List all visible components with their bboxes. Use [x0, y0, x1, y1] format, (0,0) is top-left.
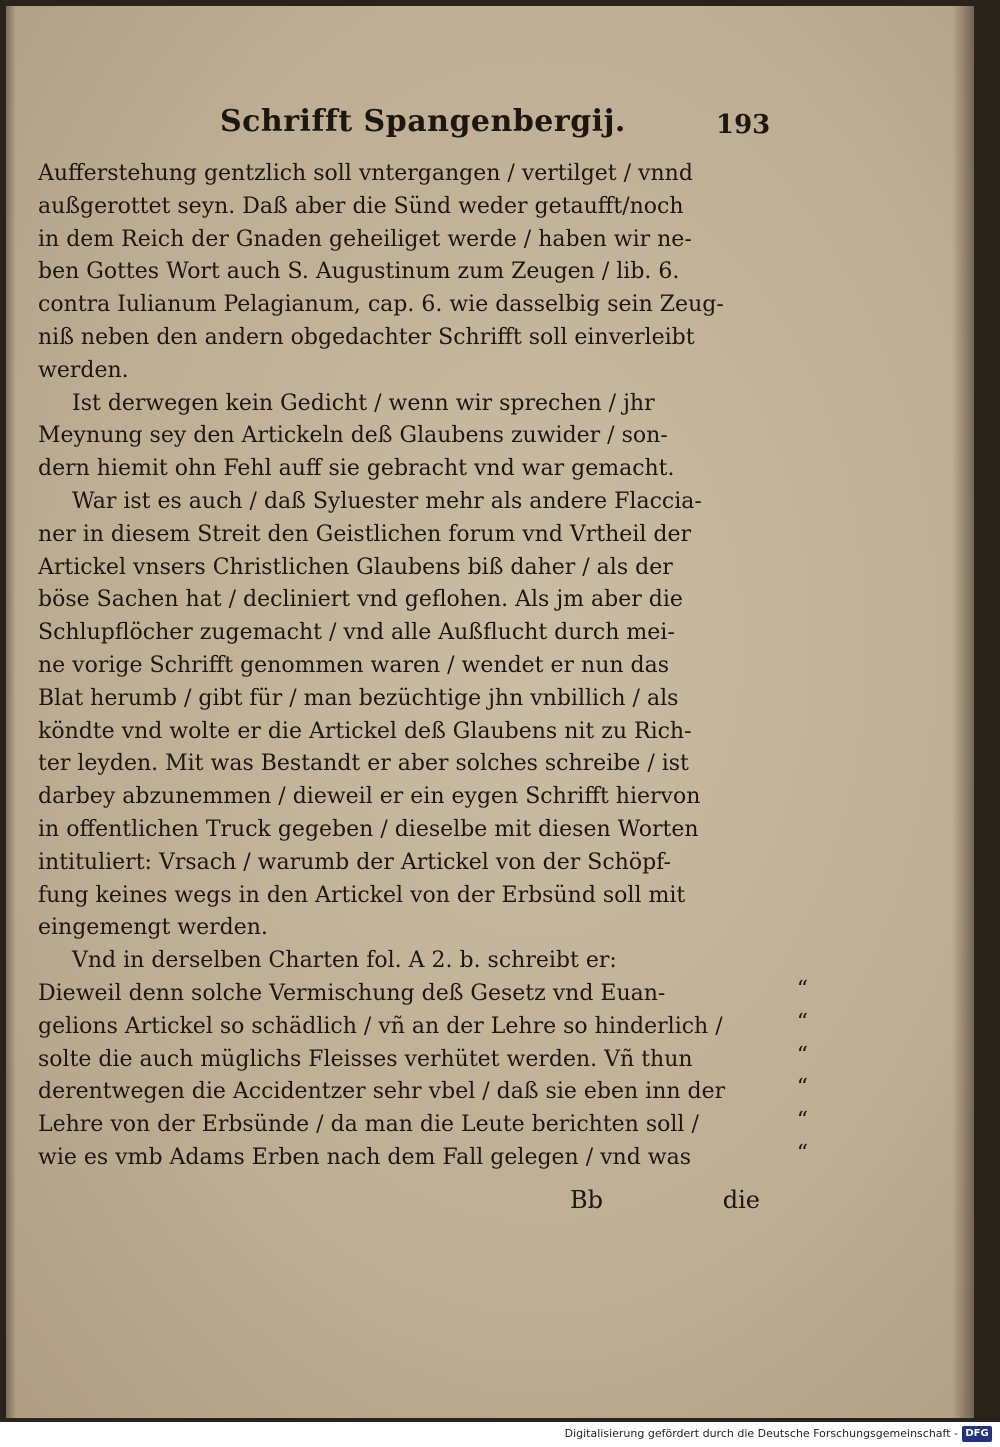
- text-line: [38, 945, 808, 978]
- footer-bar: [0, 1422, 1000, 1447]
- text-line: [38, 388, 808, 421]
- line-text: ne vorige Schrifft genommen waren / wendet er nun das: [38, 652, 670, 678]
- page-number: 193: [716, 110, 771, 140]
- quotation-mark: “: [796, 1043, 808, 1068]
- line-text: Ist derwegen kein Gedicht / wenn wir sprechen / jhr: [72, 390, 655, 416]
- line-text: darbey abzunemmen / dieweil er ein eygen Schrifft hiervon: [38, 784, 701, 810]
- quotation-mark: “: [796, 1141, 808, 1166]
- funding-note: Digitalisierung gefördert durch die Deutsche Forschungsgemeinschaft -: [564, 1427, 958, 1440]
- text-line: [38, 552, 808, 585]
- text-line: [38, 912, 808, 945]
- text-line: [38, 584, 808, 617]
- line-text: Lehre von der Erbsünde / da man die Leute berichten soll /: [38, 1112, 699, 1138]
- text-line: [38, 519, 808, 552]
- text-line: [38, 486, 808, 519]
- line-text: ben Gottes Wort auch S. Augustinum zum Zeugen / lib. 6.: [38, 259, 680, 285]
- line-text: intituliert: Vrsach / warumb der Artickel von der Schöpf-: [38, 849, 671, 875]
- line-text: Artickel vnsers Christlichen Glaubens biß daher / als der: [38, 554, 673, 580]
- text-line: [38, 617, 808, 650]
- text-line: [38, 1076, 808, 1109]
- line-text: Blat herumb / gibt für / man bezüchtige jhn vnbillich / als: [38, 685, 679, 711]
- line-text: böse Sachen hat / decliniert vnd geflohen. Als jm aber die: [38, 587, 683, 613]
- line-text: in dem Reich der Gnaden geheiliget werde / haben wir ne-: [38, 226, 692, 252]
- text-line: [38, 158, 808, 191]
- text-line: [38, 453, 808, 486]
- text-line: [38, 814, 808, 847]
- line-text: fung keines wegs in den Artickel von der Erbsünd soll mit: [38, 882, 686, 908]
- quotation-mark: “: [796, 1010, 808, 1035]
- page-gutter-shadow: [6, 6, 16, 1418]
- text-line: [38, 650, 808, 683]
- text-line: [38, 224, 808, 257]
- text-line: [38, 1011, 808, 1044]
- text-line: [38, 322, 808, 355]
- text-line: [38, 256, 808, 289]
- text-line: [38, 847, 808, 880]
- line-text: Vnd in derselben Charten fol. A 2. b. schreibt er:: [72, 948, 617, 974]
- line-text: werden.: [38, 357, 129, 383]
- line-text: dern hiemit ohn Fehl auff sie gebracht vnd war gemacht.: [38, 456, 675, 482]
- line-text: köndte vnd wolte er die Artickel deß Glaubens nit zu Rich-: [38, 718, 692, 744]
- line-text: in offentlichen Truck gegeben / dieselbe mit diesen Worten: [38, 816, 699, 842]
- line-text: ner in diesem Streit den Geistlichen forum vnd Vrtheil der: [38, 521, 692, 547]
- line-text: Schlupflöcher zugemacht / vnd alle Außflucht durch mei-: [38, 620, 675, 646]
- line-text: außgerottet seyn. Daß aber die Sünd weder getaufft/noch: [38, 193, 684, 219]
- quotation-mark: “: [796, 977, 808, 1002]
- text-line: [38, 880, 808, 913]
- text-line: [38, 716, 808, 749]
- line-text: niß neben den andern obgedachter Schrifft soll einverleibt: [38, 324, 695, 350]
- text-line: [38, 191, 808, 224]
- line-text: derentwegen die Accidentzer sehr vbel / daß sie eben inn der: [38, 1079, 726, 1105]
- line-text: contra Iulianum Pelagianum, cap. 6. wie dasselbig sein Zeug-: [38, 292, 724, 318]
- signature-mark: Bb: [570, 1186, 603, 1214]
- text-line: [38, 978, 808, 1011]
- text-line: [38, 420, 808, 453]
- line-text: Aufferstehung gentzlich soll vntergangen / vertilget / vnnd: [38, 161, 693, 186]
- catchword: die: [722, 1186, 760, 1214]
- text-line: [38, 1142, 808, 1175]
- body-text: [38, 158, 808, 1175]
- running-head: Schrifft Spangenbergij.: [220, 104, 626, 139]
- quotation-mark: “: [796, 1076, 808, 1101]
- quotation-mark: “: [796, 1109, 808, 1134]
- line-text: eingemengt werden.: [38, 915, 268, 941]
- text-line: [38, 1109, 808, 1142]
- catchwords: [570, 1186, 760, 1214]
- line-text: solte die auch müglichs Fleisses verhütet werden. Vñ thun: [38, 1046, 693, 1072]
- text-line: [38, 683, 808, 716]
- text-line: [38, 781, 808, 814]
- text-line: [38, 748, 808, 781]
- text-line: [38, 1044, 808, 1077]
- line-text: gelions Artickel so schädlich / vñ an der Lehre so hinderlich /: [38, 1013, 723, 1039]
- dfg-logo: DFG: [962, 1426, 992, 1442]
- line-text: wie es vmb Adams Erben nach dem Fall gelegen / vnd was: [38, 1144, 692, 1170]
- line-text: Meynung sey den Artickeln deß Glaubens zuwider / son-: [38, 423, 668, 449]
- text-line: [38, 355, 808, 388]
- line-text: War ist es auch / daß Syluester mehr als andere Flaccia-: [72, 488, 702, 514]
- line-text: Dieweil denn solche Vermischung deß Gesetz vnd Euan-: [38, 980, 666, 1006]
- line-text: ter leyden. Mit was Bestandt er aber solches schreibe / ist: [38, 751, 689, 777]
- text-line: [38, 289, 808, 322]
- page-edge-shadow: [952, 6, 974, 1418]
